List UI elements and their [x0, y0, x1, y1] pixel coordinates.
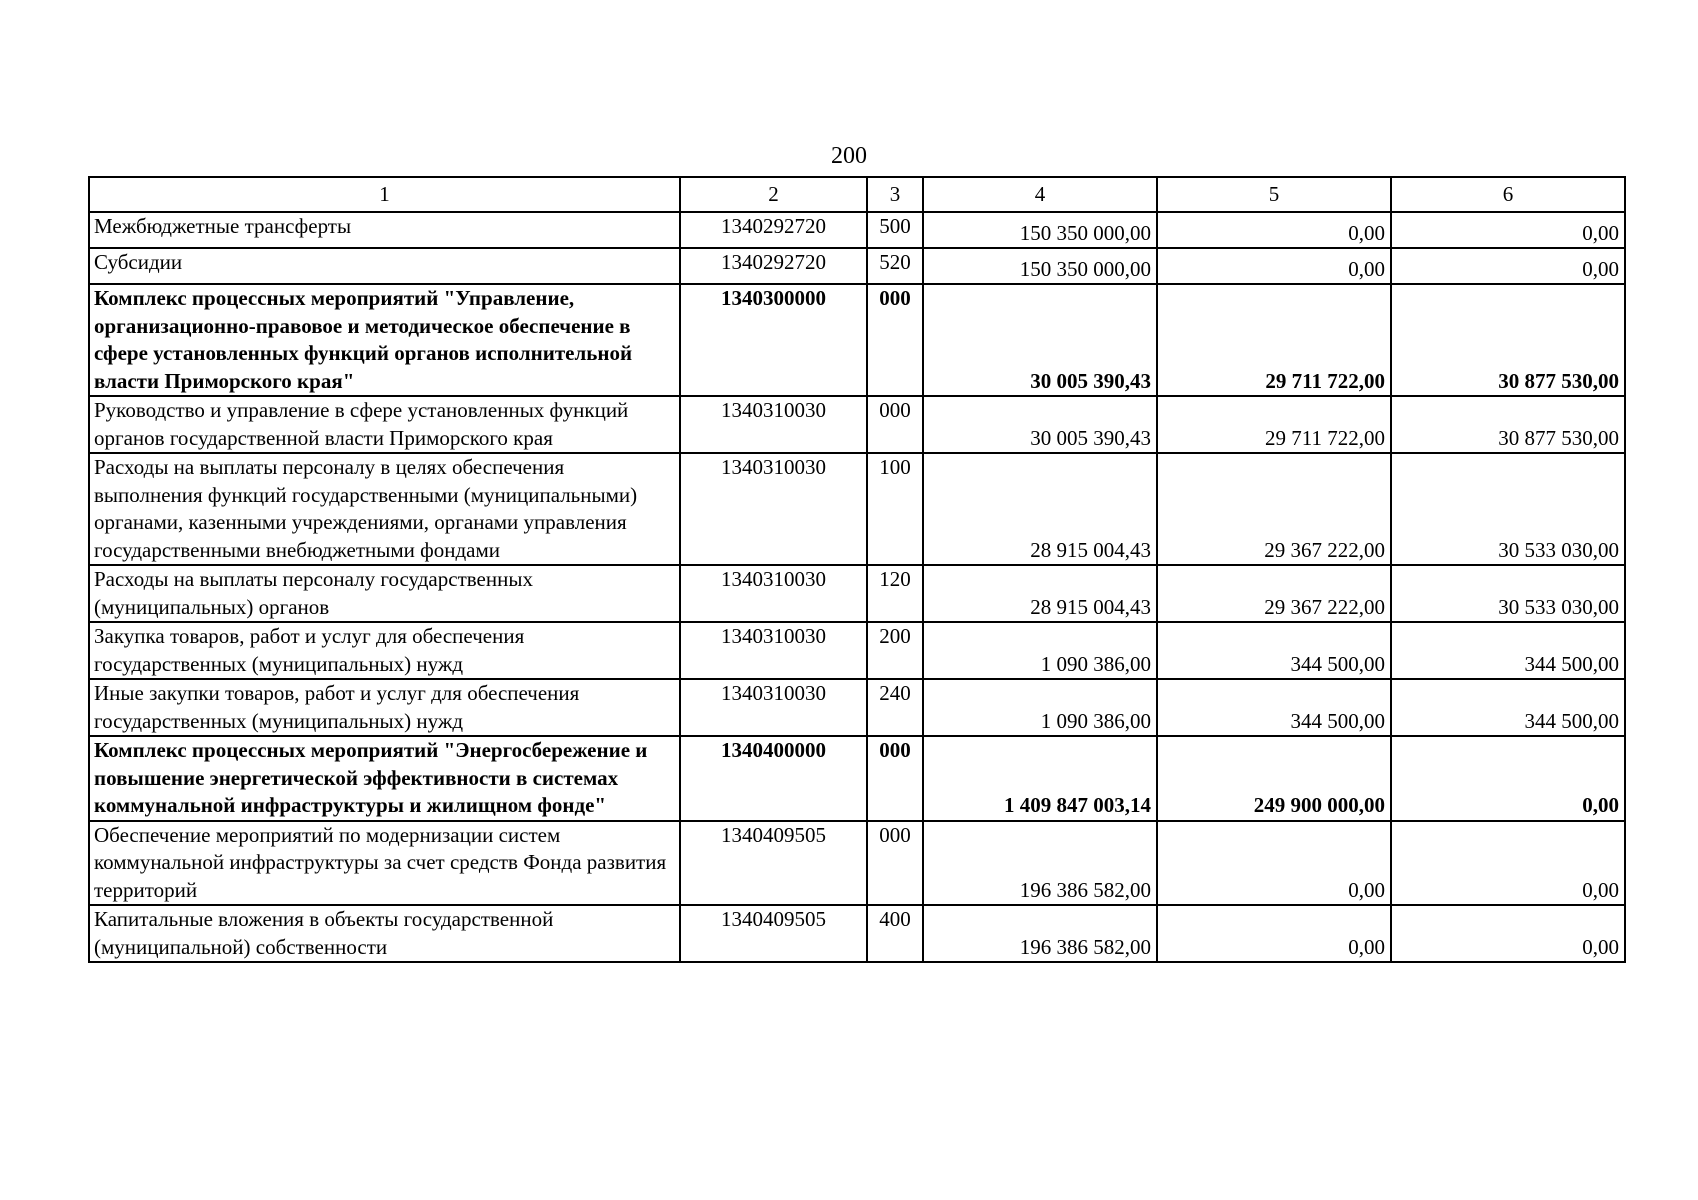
target-code: 1340300000 — [680, 284, 867, 396]
amount-col-5: 29 711 722,00 — [1157, 396, 1391, 453]
amount-col-5: 0,00 — [1157, 905, 1391, 962]
expense-name: Обеспечение мероприятий по модернизации систем коммунальной инфраструктуры за счет средств Фонда развития территорий — [89, 821, 680, 906]
header-cell-1: 1 — [89, 177, 680, 212]
target-code: 1340310030 — [680, 396, 867, 453]
amount-col-4: 1 090 386,00 — [923, 679, 1157, 736]
target-code: 1340310030 — [680, 565, 867, 622]
table-row — [89, 736, 1625, 821]
target-code: 1340400000 — [680, 736, 867, 821]
expense-type-code: 400 — [867, 905, 923, 962]
amount-col-4: 28 915 004,43 — [923, 453, 1157, 565]
expense-type-code: 240 — [867, 679, 923, 736]
amount-col-5: 29 367 222,00 — [1157, 565, 1391, 622]
expense-name: Комплекс процессных мероприятий "Управление, организационно-правовое и методическое обеспечение в сфере установленных функций органов исполнительной власти Приморского края" — [89, 284, 680, 396]
expense-type-code: 200 — [867, 622, 923, 679]
expense-name: Капитальные вложения в объекты государственной (муниципальной) собственности — [89, 905, 680, 962]
expense-type-code: 120 — [867, 565, 923, 622]
table-row — [89, 396, 1625, 453]
budget-table — [88, 176, 1626, 963]
amount-col-5: 0,00 — [1157, 212, 1391, 248]
amount-col-6: 0,00 — [1391, 736, 1625, 821]
target-code: 1340409505 — [680, 905, 867, 962]
amount-col-6: 0,00 — [1391, 905, 1625, 962]
header-cell-4: 4 — [923, 177, 1157, 212]
amount-col-5: 0,00 — [1157, 821, 1391, 906]
expense-name: Закупка товаров, работ и услуг для обеспечения государственных (муниципальных) нужд — [89, 622, 680, 679]
amount-col-5: 0,00 — [1157, 248, 1391, 284]
amount-col-4: 150 350 000,00 — [923, 248, 1157, 284]
amount-col-5: 29 367 222,00 — [1157, 453, 1391, 565]
amount-col-6: 0,00 — [1391, 212, 1625, 248]
target-code: 1340310030 — [680, 622, 867, 679]
target-code: 1340310030 — [680, 679, 867, 736]
amount-col-6: 30 877 530,00 — [1391, 284, 1625, 396]
amount-col-4: 196 386 582,00 — [923, 905, 1157, 962]
page-number: 200 — [831, 143, 867, 169]
expense-name: Руководство и управление в сфере установленных функций органов государственной власти Приморского края — [89, 396, 680, 453]
expense-name: Расходы на выплаты персоналу в целях обеспечения выполнения функций государственными (муниципальными) органами, казенными учреждениями, органами управления государственными внебюджетными фондами — [89, 453, 680, 565]
amount-col-4: 30 005 390,43 — [923, 284, 1157, 396]
amount-col-4: 1 409 847 003,14 — [923, 736, 1157, 821]
expense-type-code: 000 — [867, 736, 923, 821]
table-row — [89, 821, 1625, 906]
amount-col-5: 344 500,00 — [1157, 622, 1391, 679]
table-row — [89, 905, 1625, 962]
target-code: 1340292720 — [680, 212, 867, 248]
table-row — [89, 622, 1625, 679]
amount-col-6: 344 500,00 — [1391, 679, 1625, 736]
expense-name: Иные закупки товаров, работ и услуг для обеспечения государственных (муниципальных) нужд — [89, 679, 680, 736]
amount-col-6: 30 533 030,00 — [1391, 565, 1625, 622]
amount-col-5: 249 900 000,00 — [1157, 736, 1391, 821]
amount-col-4: 1 090 386,00 — [923, 622, 1157, 679]
amount-col-4: 28 915 004,43 — [923, 565, 1157, 622]
amount-col-6: 30 877 530,00 — [1391, 396, 1625, 453]
table-row — [89, 679, 1625, 736]
header-cell-3: 3 — [867, 177, 923, 212]
expense-name: Комплекс процессных мероприятий "Энергосбережение и повышение энергетической эффективности в системах коммунальной инфраструктуры и жилищном фонде" — [89, 736, 680, 821]
target-code: 1340292720 — [680, 248, 867, 284]
amount-col-6: 0,00 — [1391, 248, 1625, 284]
header-cell-2: 2 — [680, 177, 867, 212]
amount-col-4: 150 350 000,00 — [923, 212, 1157, 248]
expense-type-code: 100 — [867, 453, 923, 565]
amount-col-4: 196 386 582,00 — [923, 821, 1157, 906]
expense-type-code: 000 — [867, 396, 923, 453]
table-row — [89, 565, 1625, 622]
target-code: 1340310030 — [680, 453, 867, 565]
amount-col-6: 0,00 — [1391, 821, 1625, 906]
table-row — [89, 453, 1625, 565]
amount-col-5: 344 500,00 — [1157, 679, 1391, 736]
header-cell-6: 6 — [1391, 177, 1625, 212]
expense-type-code: 000 — [867, 284, 923, 396]
table-row — [89, 284, 1625, 396]
expense-name: Субсидии — [89, 248, 680, 284]
expense-name: Межбюджетные трансферты — [89, 212, 680, 248]
target-code: 1340409505 — [680, 821, 867, 906]
expense-type-code: 000 — [867, 821, 923, 906]
table-row — [89, 248, 1625, 284]
expense-name: Расходы на выплаты персоналу государственных (муниципальных) органов — [89, 565, 680, 622]
amount-col-5: 29 711 722,00 — [1157, 284, 1391, 396]
amount-col-6: 344 500,00 — [1391, 622, 1625, 679]
header-cell-5: 5 — [1157, 177, 1391, 212]
table-row — [89, 212, 1625, 248]
expense-type-code: 500 — [867, 212, 923, 248]
amount-col-4: 30 005 390,43 — [923, 396, 1157, 453]
expense-type-code: 520 — [867, 248, 923, 284]
budget-table-body — [89, 177, 1625, 962]
header-row — [89, 177, 1625, 212]
amount-col-6: 30 533 030,00 — [1391, 453, 1625, 565]
